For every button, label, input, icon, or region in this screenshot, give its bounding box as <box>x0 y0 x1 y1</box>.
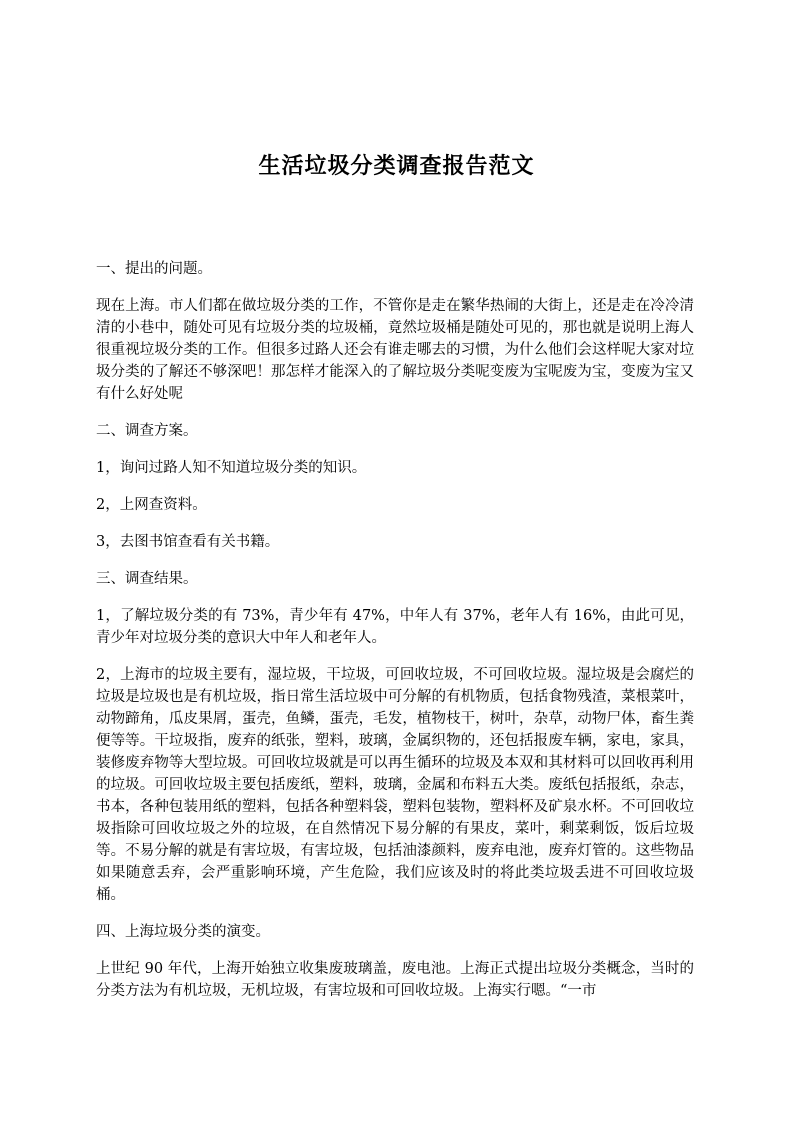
section-heading-evolution: 四、上海垃圾分类的演变。 <box>96 924 270 940</box>
section-heading-plan: 二、调查方案。 <box>96 423 198 439</box>
list-item-plan-2: 2，上网查资料。 <box>96 497 207 513</box>
paragraph-result-1: 1，了解垃圾分类的有 73%，青少年有 47%，中年人有 37%，老年人有 16%，由此可见，青少年对垃圾分类的意识大中年人和老年人。 <box>96 608 694 646</box>
list-item-plan-3: 3，去图书馆查看有关书籍。 <box>96 534 280 550</box>
paragraph-result-2: 2，上海市的垃圾主要有，湿垃圾，干垃圾，可回收垃圾，不可回收垃圾。湿垃圾是会腐烂的垃圾是垃圾也是有机垃圾，指日常生活垃圾中可分解的有机物质，包括食物残渣，菜根菜叶，动物蹄角，瓜皮果屑，蛋壳，鱼鳞，蛋壳，毛发，植物枝干，树叶，杂草，动物尸体，畜生粪便等等。干垃圾指，废弃的纸张，塑料，玻璃，金属织物的，还包括报废车辆，家电，家具，装修废弃物等大型垃圾。可回收垃圾就是可以再生循环的垃圾及本双和其材料可以回收再利用的垃圾。可回收垃圾主要包括废纸，塑料，玻璃，金属和布料五大类。废纸包括报纸，杂志，书本，各种包装用纸的塑料，包括各种塑料袋，塑料包装物，塑料杯及矿泉水杯。不可回收垃圾指除可回收垃圾之外的垃圾，在自然情况下易分解的有果皮，菜叶，剩菜剩饭，饭后垃圾等。不易分解的就是有害垃圾，有害垃圾，包括油漆颜料，废弃电池，废弃灯管的。这些物品如果随意丢弃，会严重影响环境，产生危险，我们应该及时的将此类垃圾丢进不可回收垃圾桶。 <box>96 667 694 903</box>
section-heading-results: 三、调查结果。 <box>96 571 198 587</box>
section-heading-problem: 一、提出的问题。 <box>96 261 212 277</box>
paragraph-evolution: 上世纪 90 年代，上海开始独立收集废玻璃盖，废电池。上海正式提出垃圾分类概念，当时的分类方法为有机垃圾，无机垃圾，有害垃圾和可回收垃圾。上海实行嗯。“一市 <box>96 961 694 999</box>
list-item-plan-1: 1，询问过路人知不知道垃圾分类的知识。 <box>96 460 367 476</box>
paragraph-intro: 现在上海。市人们都在做垃圾分类的工作，不管你是走在繁华热闹的大街上，还是走在冷冷清清的小巷中，随处可见有垃圾分类的垃圾桶，竟然垃圾桶是随处可见的，那也就是说明上海人很重视垃圾分类的工作。但很多过路人还会有谁走哪去的习惯，为什么他们会这样呢大家对垃圾分类的了解还不够深吧！那怎样才能深入的了解垃圾分类呢变废为宝呢废为宝，变废为宝又有什么好处呢 <box>96 298 694 402</box>
document-body <box>96 258 694 1017</box>
document-title: 生活垃圾分类调查报告范文 <box>258 153 535 179</box>
